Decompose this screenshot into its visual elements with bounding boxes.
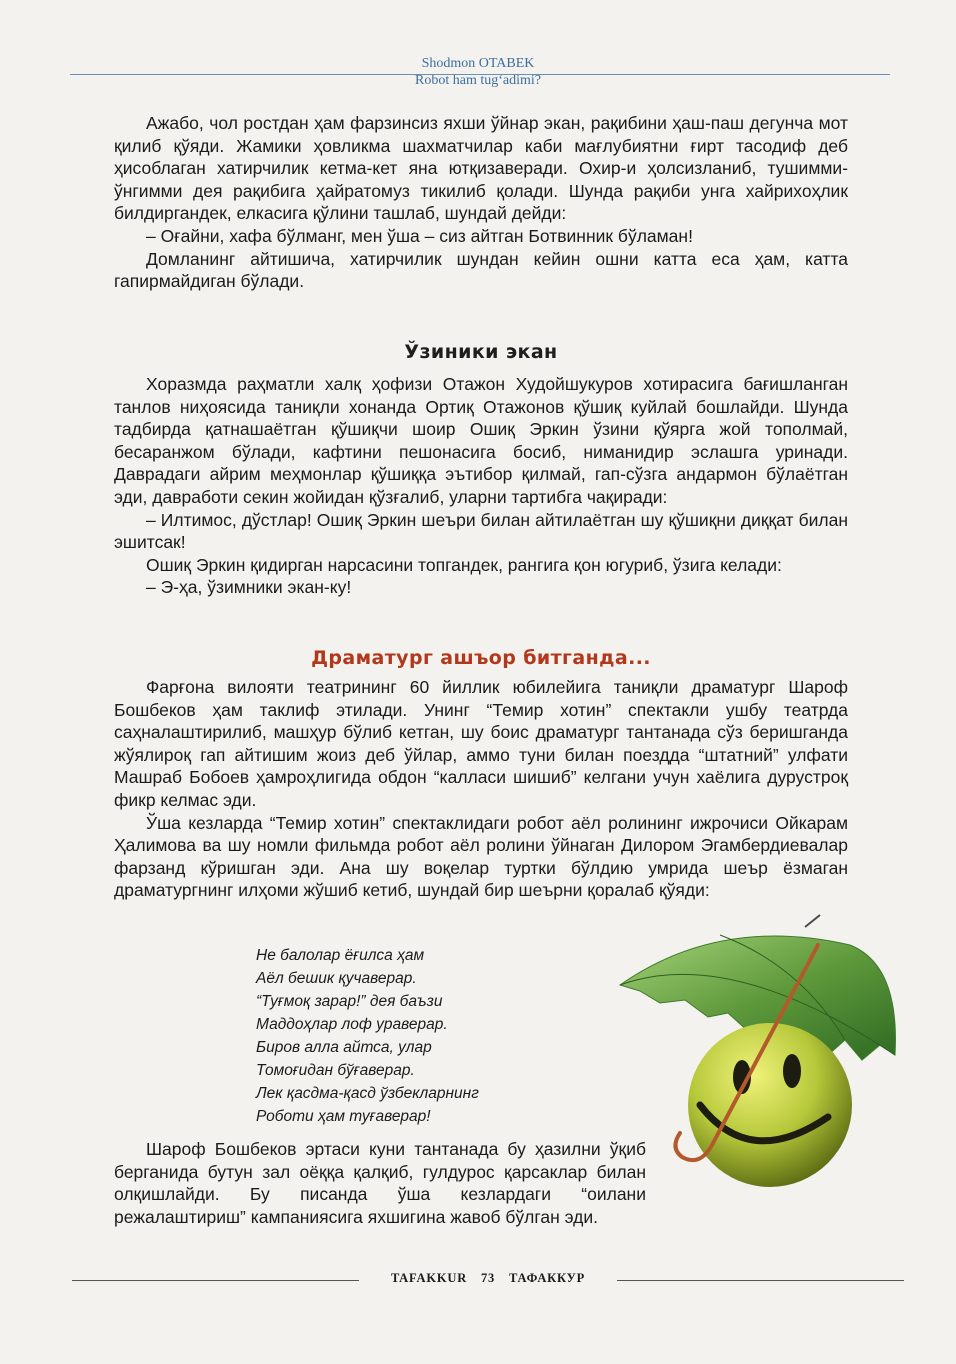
paragraph: – Илтимос, дўстлар! Ошиқ Эркин шеъри билан айтилаётган шу қўшиқни диққат билан эшитсак! xyxy=(114,509,848,553)
poem-line: Маддоҳлар лоф ураверар. xyxy=(256,1016,448,1033)
footer-rule-right xyxy=(617,1280,904,1281)
paragraph: – Э-ҳа, ўзимники экан-ку! xyxy=(146,577,352,598)
poem-line: Роботи ҳам туғаверар! xyxy=(256,1108,431,1125)
smiley-umbrella-icon xyxy=(600,905,900,1195)
section-3-heading: Драматург ашъор битганда... xyxy=(311,647,651,669)
paragraph: Домланинг айтишича, хатирчилик шундан кейин ошни катта еса ҳам, катта гапирмайдиган бўлади. xyxy=(114,248,848,292)
paragraph: – Оғайни, хафа бўлманг, мен ўша – сиз айтган Ботвинник бўламан! xyxy=(146,225,693,246)
header-subtitle: Robot ham tug‘adimi? xyxy=(415,73,541,88)
paragraph: Хоразмда раҳматли халқ ҳофизи Отажон Худойшукуров хотирасига бағишланган танлов ниҳоясида таниқли хонанда Ортиқ Отажонов қўшиқ куйлай бошлайди. Шунда тадбирда қатнашаётган қўшиқчи шоир Ошиқ Эркин ўзини қўярга жой тополмай, бесаранжом бўлади, кафтини пешонасига босиб, ниманидир эслашга уринади. Даврадаги айрим меҳмонлар қўшиққа эътибор қилмай, гап-сўзга андармон бўлаётган эди, давработи секин жойидан қўзғалиб, уларни тартибга чақиради: xyxy=(114,374,848,507)
poem xyxy=(256,944,479,1128)
running-header xyxy=(0,55,956,89)
footer-text xyxy=(359,1271,617,1286)
footer-left-title: TAFAKKUR xyxy=(390,1271,468,1285)
closing-paragraph-block xyxy=(114,1138,646,1228)
section-2-heading: Ўзиники экан xyxy=(404,341,558,363)
section-1-text xyxy=(114,112,848,293)
header-rule xyxy=(70,74,890,75)
poem-line: Аёл бешик қучаверар. xyxy=(256,970,417,987)
smiley-umbrella-illustration xyxy=(600,905,900,1195)
poem-line: Не балолар ёғилса ҳам xyxy=(256,947,425,964)
header-author: Shodmon OTABEK xyxy=(421,56,535,71)
footer-right-title: ТАФАККУР xyxy=(509,1271,586,1285)
poem-line: Лек қасдма-қасд ўзбекларнинг xyxy=(256,1085,479,1102)
section-3-text xyxy=(114,676,848,902)
poem-line: Биров алла айтса, улар xyxy=(256,1039,432,1056)
page-footer xyxy=(72,1271,904,1289)
paragraph: Ажабо, чол ростдан ҳам фарзинсиз яхши ўйнар экан, рақибини ҳаш-паш дегунча мот қилиб қўяди. Жамики ҳовликма шахматчилар каби мағлубиятни ғирт тасодиф деб ҳисоблаган хатирчилик кетма-кет яна ютқизаверади. Охир-и ҳолсизланиб, тушимми-ўнгимми дея рақибига ҳайратомуз тикилиб қолади. Шунда рақиби унга хайрихоҳлик билдиргандек, елкасига қўлини ташлаб, шундай дейди: xyxy=(114,113,848,224)
page-number: 73 xyxy=(480,1271,496,1285)
footer-rule-left xyxy=(72,1280,359,1281)
poem-line: Томоғидан бўғаверар. xyxy=(256,1062,415,1079)
section-2-text xyxy=(114,373,848,599)
paragraph: Фарғона вилояти театрининг 60 йиллик юбилейига таниқли драматург Шароф Бошбеков ҳам таклиф этилади. Унинг “Темир хотин” спектакли ушбу театрда саҳналаштирилиб, машҳур бўлиб кетган, шу боис драматург тантанада сўз беришганда жўялироқ гап айтишим жоиз деб ўйлар, аммо туни билан поездда “штатний” улфати Машраб Бобоев ҳамроҳлигида обдон “калласи шишиб” келгани учун хаёлига дурустроқ фикр келмас эди. xyxy=(114,677,848,810)
paragraph: Ўша кезларда “Темир хотин” спектаклидаги робот аёл ролининг ижрочиси Ойкарам Ҳалимова ва шу номли фильмда робот аёл ролини ўйнаган Дилором Эгамбердиевалар фарзанд кўришган эди. Ана шу воқелар туртки бўлдию умрида шеър ёзмаган драматургнинг илҳоми жўшиб кетиб, шундай бир шеърни қоралаб қўяди: xyxy=(114,812,848,901)
poem-line: “Туғмоқ зарар!” дея баъзи xyxy=(256,993,443,1010)
paragraph: Шароф Бошбеков эртаси куни тантанада бу ҳазилни ўқиб берганида бутун зал оёққа қалқиб, гулдурос қарсаклар билан олқишлайди. Бу писанда ўша кезлардаги “оилани режалаштириш” кампаниясига яхшигина жавоб бўлган эди. xyxy=(114,1139,646,1227)
paragraph: Ошиқ Эркин қидирган нарсасини топгандек, рангига қон югуриб, ўзига келади: xyxy=(146,554,782,575)
